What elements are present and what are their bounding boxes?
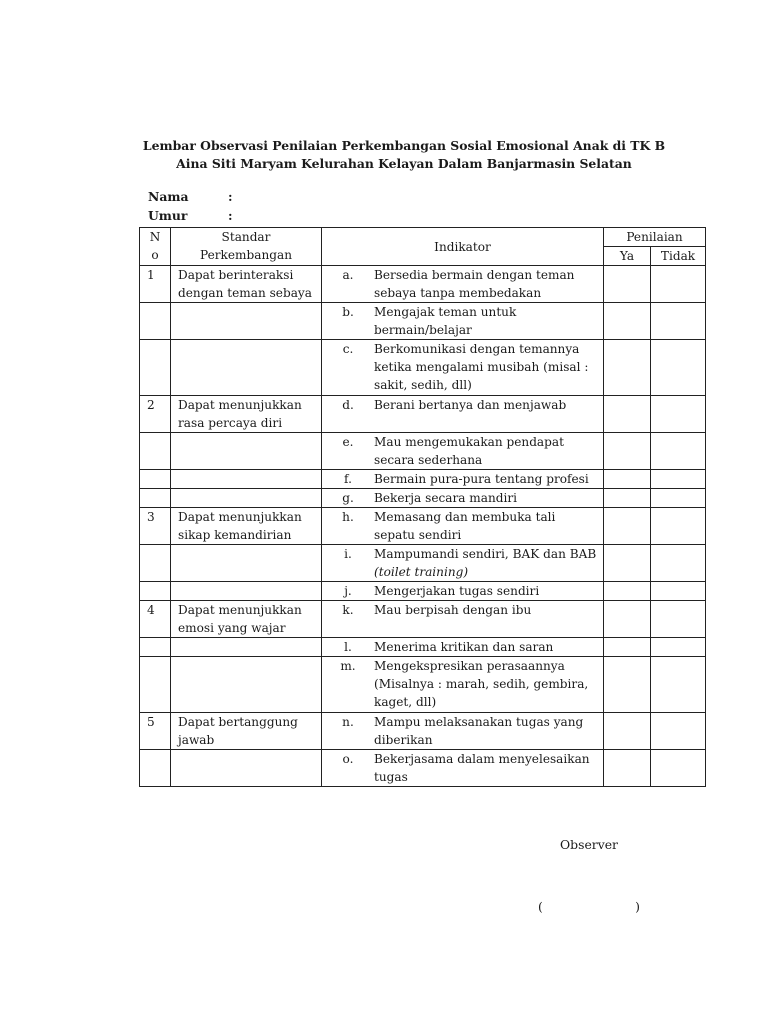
- standard-cell: Dapat menunjukkan sikap kemandirian: [171, 508, 322, 545]
- table-row: [140, 657, 706, 713]
- indicator-cell: [322, 657, 604, 713]
- standard-cell-empty: [171, 489, 322, 508]
- indicator-letter: d.: [342, 398, 354, 412]
- ya-cell[interactable]: [604, 266, 651, 303]
- signature-close-paren: ): [635, 899, 640, 914]
- tidak-cell[interactable]: [651, 340, 706, 396]
- standard-cell: Dapat menunjukkan emosi yang wajar: [171, 601, 322, 638]
- table-row: [140, 601, 706, 638]
- row-number-empty: [140, 750, 171, 787]
- indicator-cell: [322, 303, 604, 340]
- ya-cell[interactable]: [604, 340, 651, 396]
- indicator-letter: k.: [342, 603, 354, 617]
- row-number-empty: [140, 433, 171, 470]
- ya-cell[interactable]: [604, 508, 651, 545]
- ya-cell[interactable]: [604, 545, 651, 582]
- header-standar: [171, 228, 322, 266]
- ya-cell[interactable]: [604, 489, 651, 508]
- indicator-letter: i.: [344, 547, 352, 561]
- indicator-cell: [322, 489, 604, 508]
- row-number-empty: [140, 582, 171, 601]
- umur-colon: :: [228, 208, 233, 223]
- indicator-text: Memasang dan membuka tali sepatu sendiri: [374, 510, 556, 542]
- indicator-italic-note: (toilet training): [374, 565, 469, 579]
- indicator-letter: l.: [344, 640, 352, 654]
- table-row: [140, 545, 706, 582]
- indicator-text: Bekerja secara mandiri: [374, 491, 518, 505]
- indicator-text: Berkomunikasi dengan temannya ketika mengalami musibah (misal : sakit, sedih, dll): [374, 342, 589, 392]
- indicator-text: Bermain pura-pura tentang profesi: [374, 472, 589, 486]
- indicator-cell: [322, 750, 604, 787]
- table-row: [140, 396, 706, 433]
- indicator-letter: j.: [344, 584, 352, 598]
- indicator-text: Mengajak teman untuk bermain/belajar: [374, 305, 517, 337]
- tidak-cell[interactable]: [651, 750, 706, 787]
- ya-cell[interactable]: [604, 713, 651, 750]
- indicator-cell: [322, 340, 604, 396]
- header-row: [140, 228, 706, 247]
- row-number-empty: [140, 638, 171, 657]
- header-standar-line-1: Standar: [221, 230, 271, 244]
- tidak-cell[interactable]: [651, 508, 706, 545]
- signature-open-paren: (: [538, 899, 543, 914]
- indicator-text: Berani bertanya dan menjawab: [374, 398, 567, 412]
- table-row: [140, 750, 706, 787]
- standard-cell-empty: [171, 303, 322, 340]
- tidak-cell[interactable]: [651, 396, 706, 433]
- tidak-cell[interactable]: [651, 545, 706, 582]
- ya-cell[interactable]: [604, 750, 651, 787]
- observer-label: Observer: [560, 837, 618, 852]
- table-row: [140, 266, 706, 303]
- indicator-cell: [322, 470, 604, 489]
- table-row: [140, 489, 706, 508]
- header-penilaian: Penilaian: [604, 228, 706, 247]
- ya-cell[interactable]: [604, 582, 651, 601]
- umur-field: [148, 208, 233, 223]
- standard-cell-empty: [171, 750, 322, 787]
- indicator-cell: [322, 433, 604, 470]
- indicator-cell: [322, 545, 604, 582]
- header-indikator: Indikator: [322, 228, 604, 266]
- row-number-empty: [140, 657, 171, 713]
- indicator-text: Mengerjakan tugas sendiri: [374, 584, 540, 598]
- standard-cell: Dapat berinteraksi dengan teman sebaya: [171, 266, 322, 303]
- header-no-line-1: N: [149, 230, 161, 244]
- indicator-cell: [322, 266, 604, 303]
- standard-cell-empty: [171, 638, 322, 657]
- tidak-cell[interactable]: [651, 657, 706, 713]
- ya-cell[interactable]: [604, 470, 651, 489]
- header-no: [140, 228, 171, 266]
- table-row: [140, 508, 706, 545]
- row-number-empty: [140, 470, 171, 489]
- tidak-cell[interactable]: [651, 582, 706, 601]
- indicator-cell: [322, 508, 604, 545]
- indicator-text: Bersedia bermain dengan teman sebaya tanpa membedakan: [374, 268, 575, 300]
- row-number: 2: [140, 396, 171, 433]
- standard-cell: Dapat menunjukkan rasa percaya diri: [171, 396, 322, 433]
- table-row: [140, 340, 706, 396]
- nama-label: Nama: [148, 189, 189, 204]
- row-number: 5: [140, 713, 171, 750]
- ya-cell[interactable]: [604, 303, 651, 340]
- indicator-cell: [322, 582, 604, 601]
- indicator-text: Bekerjasama dalam menyelesaikan tugas: [374, 752, 590, 784]
- indicator-letter: e.: [342, 435, 354, 449]
- indicator-cell: [322, 713, 604, 750]
- table-row: [140, 433, 706, 470]
- indicator-text: Menerima kritikan dan saran: [374, 640, 554, 654]
- indicator-cell: [322, 601, 604, 638]
- row-number: 3: [140, 508, 171, 545]
- standard-cell: Dapat bertanggung jawab: [171, 713, 322, 750]
- table-row: [140, 638, 706, 657]
- tidak-cell[interactable]: [651, 638, 706, 657]
- ya-cell[interactable]: [604, 657, 651, 713]
- indicator-cell: [322, 396, 604, 433]
- nama-field: [148, 189, 233, 204]
- row-number-empty: [140, 489, 171, 508]
- indicator-letter: h.: [342, 510, 354, 524]
- indicator-text: Mau berpisah dengan ibu: [374, 603, 532, 617]
- standard-cell-empty: [171, 582, 322, 601]
- row-number-empty: [140, 340, 171, 396]
- header-tidak: Tidak: [651, 247, 706, 266]
- document-title-line-1: Lembar Observasi Penilaian Perkembangan Sosial Emosional Anak di TK B: [142, 138, 666, 153]
- row-number: 1: [140, 266, 171, 303]
- tidak-cell[interactable]: [651, 303, 706, 340]
- indicator-letter: g.: [342, 491, 354, 505]
- tidak-cell[interactable]: [651, 713, 706, 750]
- indicator-letter: o.: [342, 752, 354, 766]
- document-title-line-2: Aina Siti Maryam Kelurahan Kelayan Dalam Banjarmasin Selatan: [176, 156, 632, 171]
- tidak-cell[interactable]: [651, 489, 706, 508]
- umur-label: Umur: [148, 208, 188, 223]
- indicator-letter: a.: [342, 268, 354, 282]
- table-row: [140, 303, 706, 340]
- standard-cell-empty: [171, 340, 322, 396]
- observation-table: [139, 227, 706, 787]
- header-no-line-2: o: [151, 248, 159, 262]
- ya-cell[interactable]: [604, 396, 651, 433]
- indicator-letter: n.: [342, 715, 354, 729]
- ya-cell[interactable]: [604, 433, 651, 470]
- indicator-text: Mampu melaksanakan tugas yang diberikan: [374, 715, 584, 747]
- tidak-cell[interactable]: [651, 433, 706, 470]
- indicator-letter: m.: [340, 659, 356, 673]
- tidak-cell[interactable]: [651, 601, 706, 638]
- standard-cell-empty: [171, 470, 322, 489]
- indicator-letter: c.: [342, 342, 354, 356]
- header-standar-line-2: Perkembangan: [200, 248, 292, 262]
- table-row: [140, 713, 706, 750]
- indicator-text: Mampumandi sendiri, BAK dan BAB (toilet training): [374, 547, 597, 579]
- ya-cell[interactable]: [604, 601, 651, 638]
- signature-line: [538, 899, 640, 914]
- table-row: [140, 470, 706, 489]
- indicator-text: Mengekspresikan perasaannya (Misalnya : marah, sedih, gembira, kaget, dll): [374, 659, 589, 709]
- tidak-cell[interactable]: [651, 470, 706, 489]
- standard-cell-empty: [171, 433, 322, 470]
- header-ya: Ya: [604, 247, 651, 266]
- standard-cell-empty: [171, 545, 322, 582]
- indicator-letter: f.: [344, 472, 352, 486]
- row-number-empty: [140, 545, 171, 582]
- tidak-cell[interactable]: [651, 266, 706, 303]
- indicator-cell: [322, 638, 604, 657]
- row-number: 4: [140, 601, 171, 638]
- row-number-empty: [140, 303, 171, 340]
- indicator-letter: b.: [342, 305, 354, 319]
- ya-cell[interactable]: [604, 638, 651, 657]
- standard-cell-empty: [171, 657, 322, 713]
- indicator-text: Mau mengemukakan pendapat secara sederhana: [374, 435, 564, 467]
- table-row: [140, 582, 706, 601]
- nama-colon: :: [228, 189, 233, 204]
